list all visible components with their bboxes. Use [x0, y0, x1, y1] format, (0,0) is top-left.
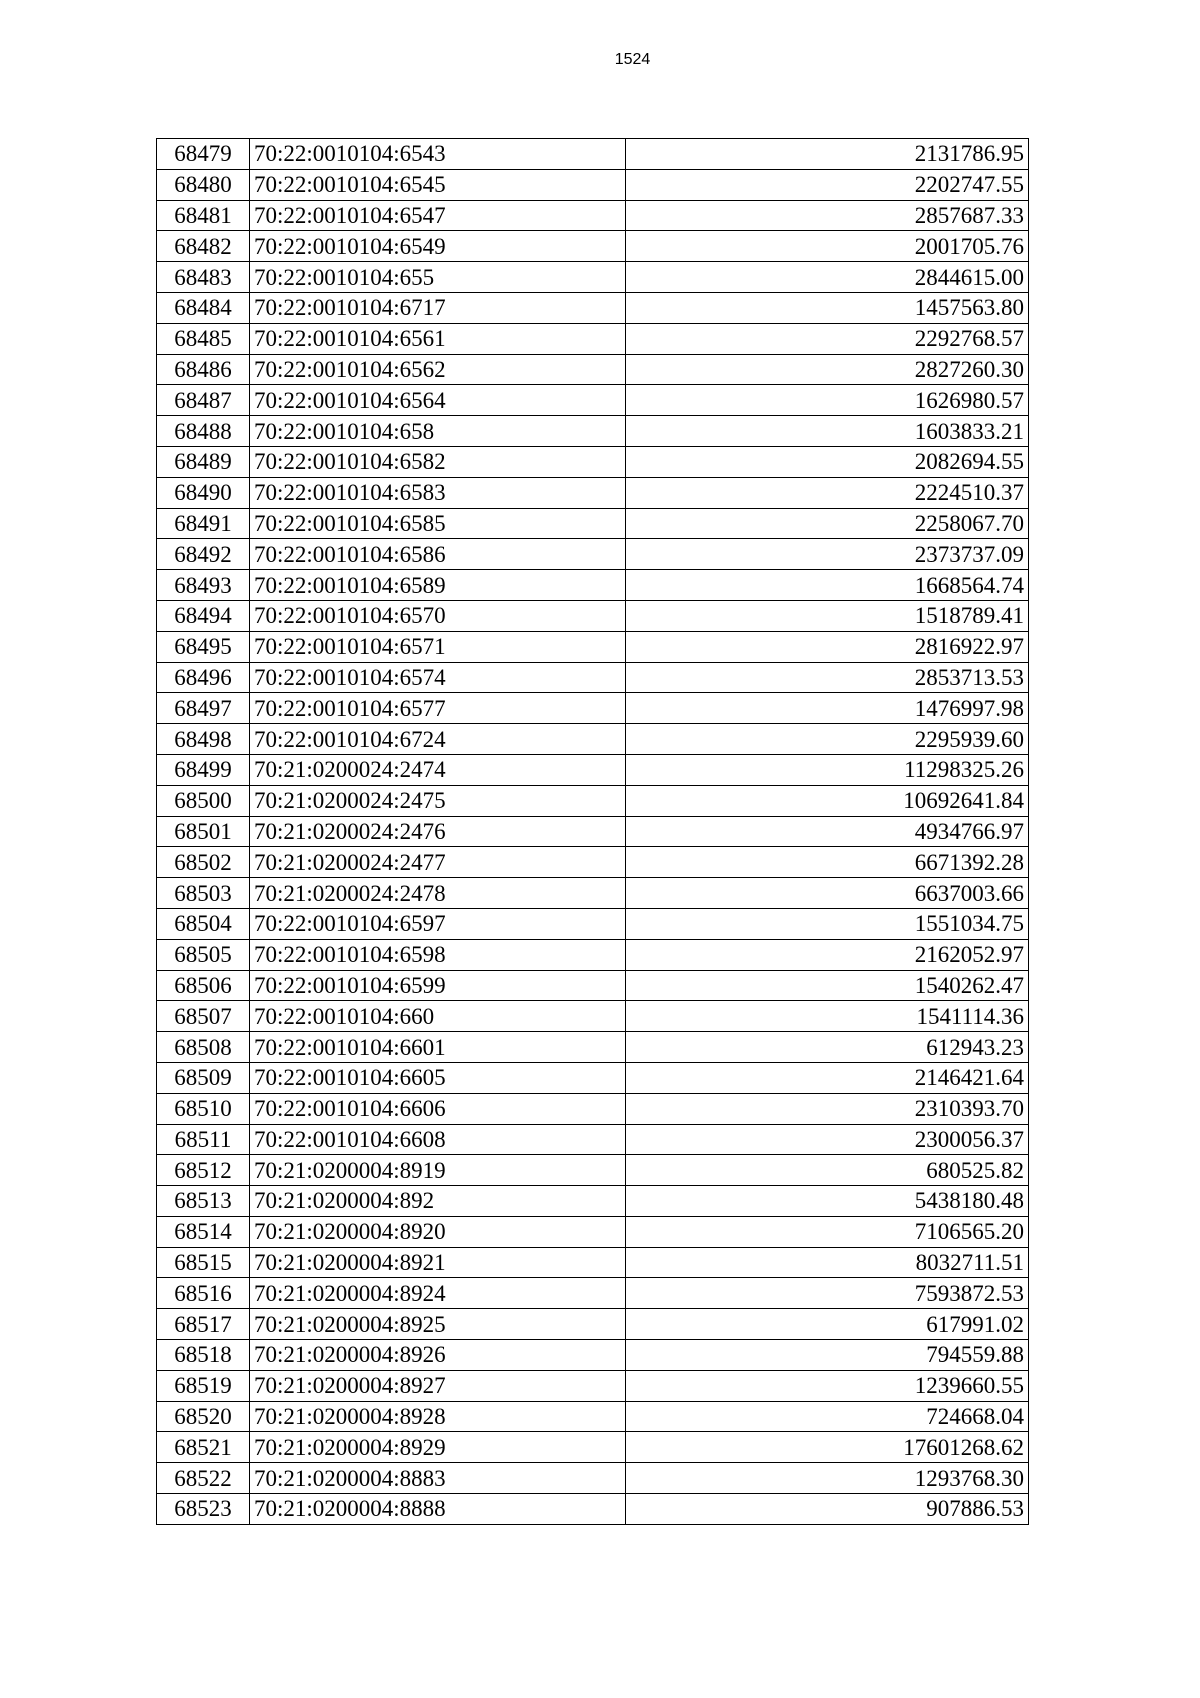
cadastral-value-cell: 5438180.48: [626, 1186, 1029, 1217]
row-number-cell: 68518: [157, 1340, 250, 1371]
row-number-cell: 68503: [157, 878, 250, 909]
cadastral-value-cell: 1626980.57: [626, 385, 1029, 416]
table-row: [157, 200, 1029, 231]
cadastral-value-cell: 2300056.37: [626, 1124, 1029, 1155]
row-number-cell: 68483: [157, 262, 250, 293]
cadastral-value-cell: 6637003.66: [626, 878, 1029, 909]
row-number-cell: 68513: [157, 1186, 250, 1217]
cadastral-value-cell: 2857687.33: [626, 200, 1029, 231]
table-row: [157, 1309, 1029, 1340]
row-number-cell: 68493: [157, 570, 250, 601]
cadastral-number-cell: 70:22:0010104:6571: [250, 631, 626, 662]
table-row: [157, 539, 1029, 570]
cadastral-number-cell: 70:22:0010104:6562: [250, 354, 626, 385]
row-number-cell: 68488: [157, 416, 250, 447]
row-number-cell: 68496: [157, 662, 250, 693]
cadastral-value-cell: 680525.82: [626, 1155, 1029, 1186]
cadastral-number-cell: 70:21:0200004:8926: [250, 1340, 626, 1371]
cadastral-number-cell: 70:21:0200004:8927: [250, 1370, 626, 1401]
cadastral-number-cell: 70:21:0200024:2478: [250, 878, 626, 909]
cadastral-value-cell: 2816922.97: [626, 631, 1029, 662]
table-row: [157, 508, 1029, 539]
cadastral-value-cell: 617991.02: [626, 1309, 1029, 1340]
row-number-cell: 68511: [157, 1124, 250, 1155]
cadastral-value-cell: 7106565.20: [626, 1216, 1029, 1247]
cadastral-value-cell: 2827260.30: [626, 354, 1029, 385]
table-row: [157, 354, 1029, 385]
row-number-cell: 68512: [157, 1155, 250, 1186]
table-row: [157, 231, 1029, 262]
cadastral-number-cell: 70:22:0010104:6549: [250, 231, 626, 262]
cadastral-number-cell: 70:22:0010104:6545: [250, 169, 626, 200]
table-row: [157, 1216, 1029, 1247]
row-number-cell: 68509: [157, 1062, 250, 1093]
row-number-cell: 68486: [157, 354, 250, 385]
cadastral-value-cell: 724668.04: [626, 1401, 1029, 1432]
row-number-cell: 68520: [157, 1401, 250, 1432]
table-row: [157, 139, 1029, 170]
row-number-cell: 68479: [157, 139, 250, 170]
row-number-cell: 68481: [157, 200, 250, 231]
cadastral-value-cell: 2258067.70: [626, 508, 1029, 539]
cadastral-number-cell: 70:21:0200024:2476: [250, 816, 626, 847]
row-number-cell: 68490: [157, 477, 250, 508]
cadastral-value-cell: 1476997.98: [626, 693, 1029, 724]
table-row: [157, 570, 1029, 601]
row-number-cell: 68499: [157, 754, 250, 785]
cadastral-value-cell: 2162052.97: [626, 939, 1029, 970]
cadastral-number-cell: 70:22:0010104:6724: [250, 724, 626, 755]
cadastral-value-cell: 17601268.62: [626, 1432, 1029, 1463]
row-number-cell: 68514: [157, 1216, 250, 1247]
table-row: [157, 847, 1029, 878]
cadastral-number-cell: 70:22:0010104:6547: [250, 200, 626, 231]
row-number-cell: 68517: [157, 1309, 250, 1340]
row-number-cell: 68485: [157, 323, 250, 354]
table-row: [157, 600, 1029, 631]
row-number-cell: 68508: [157, 1032, 250, 1063]
row-number-cell: 68504: [157, 908, 250, 939]
cadastral-number-cell: 70:21:0200004:8929: [250, 1432, 626, 1463]
cadastral-value-cell: 1551034.75: [626, 908, 1029, 939]
table-row: [157, 631, 1029, 662]
table-row: [157, 1155, 1029, 1186]
table-row: [157, 385, 1029, 416]
cadastral-value-cell: 612943.23: [626, 1032, 1029, 1063]
cadastral-number-cell: 70:22:0010104:6589: [250, 570, 626, 601]
row-number-cell: 68521: [157, 1432, 250, 1463]
table-row: [157, 446, 1029, 477]
cadastral-number-cell: 70:21:0200004:8883: [250, 1463, 626, 1494]
page-number: 1524: [614, 51, 651, 68]
cadastral-number-cell: 70:22:0010104:6608: [250, 1124, 626, 1155]
cadastral-number-cell: 70:22:0010104:6582: [250, 446, 626, 477]
table-row: [157, 724, 1029, 755]
cadastral-value-cell: 2202747.55: [626, 169, 1029, 200]
cadastral-number-cell: 70:22:0010104:660: [250, 1001, 626, 1032]
cadastral-number-cell: 70:21:0200004:892: [250, 1186, 626, 1217]
table-row: [157, 816, 1029, 847]
table-row: [157, 878, 1029, 909]
cadastral-value-cell: 1668564.74: [626, 570, 1029, 601]
table-row: [157, 1494, 1029, 1525]
table-row: [157, 1401, 1029, 1432]
cadastral-value-cell: 2001705.76: [626, 231, 1029, 262]
row-number-cell: 68498: [157, 724, 250, 755]
cadastral-value-cell: 8032711.51: [626, 1247, 1029, 1278]
table-row: [157, 1001, 1029, 1032]
table-row: [157, 416, 1029, 447]
table-row: [157, 693, 1029, 724]
cadastral-number-cell: 70:21:0200004:8928: [250, 1401, 626, 1432]
cadastral-number-cell: 70:22:0010104:6585: [250, 508, 626, 539]
cadastral-value-cell: 11298325.26: [626, 754, 1029, 785]
cadastral-value-cell: 2131786.95: [626, 139, 1029, 170]
table-row: [157, 292, 1029, 323]
table-row: [157, 1278, 1029, 1309]
row-number-cell: 68501: [157, 816, 250, 847]
cadastral-value-cell: 794559.88: [626, 1340, 1029, 1371]
cadastral-number-cell: 70:22:0010104:6606: [250, 1093, 626, 1124]
row-number-cell: 68491: [157, 508, 250, 539]
cadastral-number-cell: 70:22:0010104:6605: [250, 1062, 626, 1093]
row-number-cell: 68519: [157, 1370, 250, 1401]
row-number-cell: 68484: [157, 292, 250, 323]
row-number-cell: 68507: [157, 1001, 250, 1032]
cadastral-number-cell: 70:22:0010104:6574: [250, 662, 626, 693]
table-row: [157, 785, 1029, 816]
cadastral-value-cell: 2292768.57: [626, 323, 1029, 354]
table-row: [157, 169, 1029, 200]
table-row: [157, 1186, 1029, 1217]
table-row: [157, 477, 1029, 508]
cadastral-value-cell: 2844615.00: [626, 262, 1029, 293]
table-row: [157, 1124, 1029, 1155]
cadastral-number-cell: 70:21:0200024:2474: [250, 754, 626, 785]
cadastral-number-cell: 70:22:0010104:6597: [250, 908, 626, 939]
row-number-cell: 68515: [157, 1247, 250, 1278]
cadastral-number-cell: 70:21:0200004:8924: [250, 1278, 626, 1309]
row-number-cell: 68489: [157, 446, 250, 477]
cadastral-number-cell: 70:22:0010104:6577: [250, 693, 626, 724]
row-number-cell: 68480: [157, 169, 250, 200]
cadastral-number-cell: 70:21:0200004:8919: [250, 1155, 626, 1186]
cadastral-number-cell: 70:21:0200024:2477: [250, 847, 626, 878]
row-number-cell: 68502: [157, 847, 250, 878]
cadastral-value-cell: 1541114.36: [626, 1001, 1029, 1032]
cadastral-value-cell: 1239660.55: [626, 1370, 1029, 1401]
row-number-cell: 68506: [157, 970, 250, 1001]
table-row: [157, 1032, 1029, 1063]
table-row: [157, 662, 1029, 693]
cadastral-value-cell: 10692641.84: [626, 785, 1029, 816]
row-number-cell: 68497: [157, 693, 250, 724]
row-number-cell: 68500: [157, 785, 250, 816]
cadastral-number-cell: 70:22:0010104:6564: [250, 385, 626, 416]
table-row: [157, 970, 1029, 1001]
cadastral-number-cell: 70:22:0010104:6583: [250, 477, 626, 508]
table-row: [157, 1370, 1029, 1401]
table-body: [157, 139, 1029, 1525]
cadastral-number-cell: 70:22:0010104:6570: [250, 600, 626, 631]
table-row: [157, 1432, 1029, 1463]
row-number-cell: 68510: [157, 1093, 250, 1124]
cadastral-value-cell: 1518789.41: [626, 600, 1029, 631]
cadastral-value-cell: 2310393.70: [626, 1093, 1029, 1124]
cadastral-value-cell: 6671392.28: [626, 847, 1029, 878]
cadastral-value-cell: 2146421.64: [626, 1062, 1029, 1093]
cadastral-number-cell: 70:21:0200004:8888: [250, 1494, 626, 1525]
cadastral-number-cell: 70:21:0200024:2475: [250, 785, 626, 816]
cadastral-value-cell: 7593872.53: [626, 1278, 1029, 1309]
cadastral-number-cell: 70:22:0010104:6543: [250, 139, 626, 170]
row-number-cell: 68522: [157, 1463, 250, 1494]
table-row: [157, 262, 1029, 293]
cadastral-value-cell: 2224510.37: [626, 477, 1029, 508]
row-number-cell: 68494: [157, 600, 250, 631]
table-row: [157, 754, 1029, 785]
cadastral-value-cell: 2295939.60: [626, 724, 1029, 755]
row-number-cell: 68523: [157, 1494, 250, 1525]
cadastral-value-table: [156, 138, 1029, 1525]
cadastral-number-cell: 70:22:0010104:6598: [250, 939, 626, 970]
cadastral-number-cell: 70:21:0200004:8925: [250, 1309, 626, 1340]
cadastral-value-cell: 2373737.09: [626, 539, 1029, 570]
cadastral-value-cell: 1457563.80: [626, 292, 1029, 323]
row-number-cell: 68505: [157, 939, 250, 970]
cadastral-number-cell: 70:21:0200004:8920: [250, 1216, 626, 1247]
cadastral-value-cell: 907886.53: [626, 1494, 1029, 1525]
row-number-cell: 68516: [157, 1278, 250, 1309]
table-row: [157, 908, 1029, 939]
table-row: [157, 939, 1029, 970]
row-number-cell: 68492: [157, 539, 250, 570]
cadastral-number-cell: 70:22:0010104:6717: [250, 292, 626, 323]
cadastral-number-cell: 70:22:0010104:655: [250, 262, 626, 293]
table-row: [157, 1340, 1029, 1371]
cadastral-value-cell: 1603833.21: [626, 416, 1029, 447]
cadastral-value-cell: 1540262.47: [626, 970, 1029, 1001]
cadastral-value-cell: 4934766.97: [626, 816, 1029, 847]
table-row: [157, 1247, 1029, 1278]
cadastral-number-cell: 70:22:0010104:658: [250, 416, 626, 447]
cadastral-number-cell: 70:22:0010104:6601: [250, 1032, 626, 1063]
cadastral-value-cell: 2853713.53: [626, 662, 1029, 693]
cadastral-number-cell: 70:22:0010104:6561: [250, 323, 626, 354]
row-number-cell: 68487: [157, 385, 250, 416]
table-row: [157, 1062, 1029, 1093]
cadastral-number-cell: 70:22:0010104:6599: [250, 970, 626, 1001]
row-number-cell: 68482: [157, 231, 250, 262]
cadastral-value-cell: 2082694.55: [626, 446, 1029, 477]
table-row: [157, 1463, 1029, 1494]
cadastral-value-cell: 1293768.30: [626, 1463, 1029, 1494]
row-number-cell: 68495: [157, 631, 250, 662]
cadastral-number-cell: 70:21:0200004:8921: [250, 1247, 626, 1278]
table-row: [157, 1093, 1029, 1124]
cadastral-number-cell: 70:22:0010104:6586: [250, 539, 626, 570]
table-row: [157, 323, 1029, 354]
